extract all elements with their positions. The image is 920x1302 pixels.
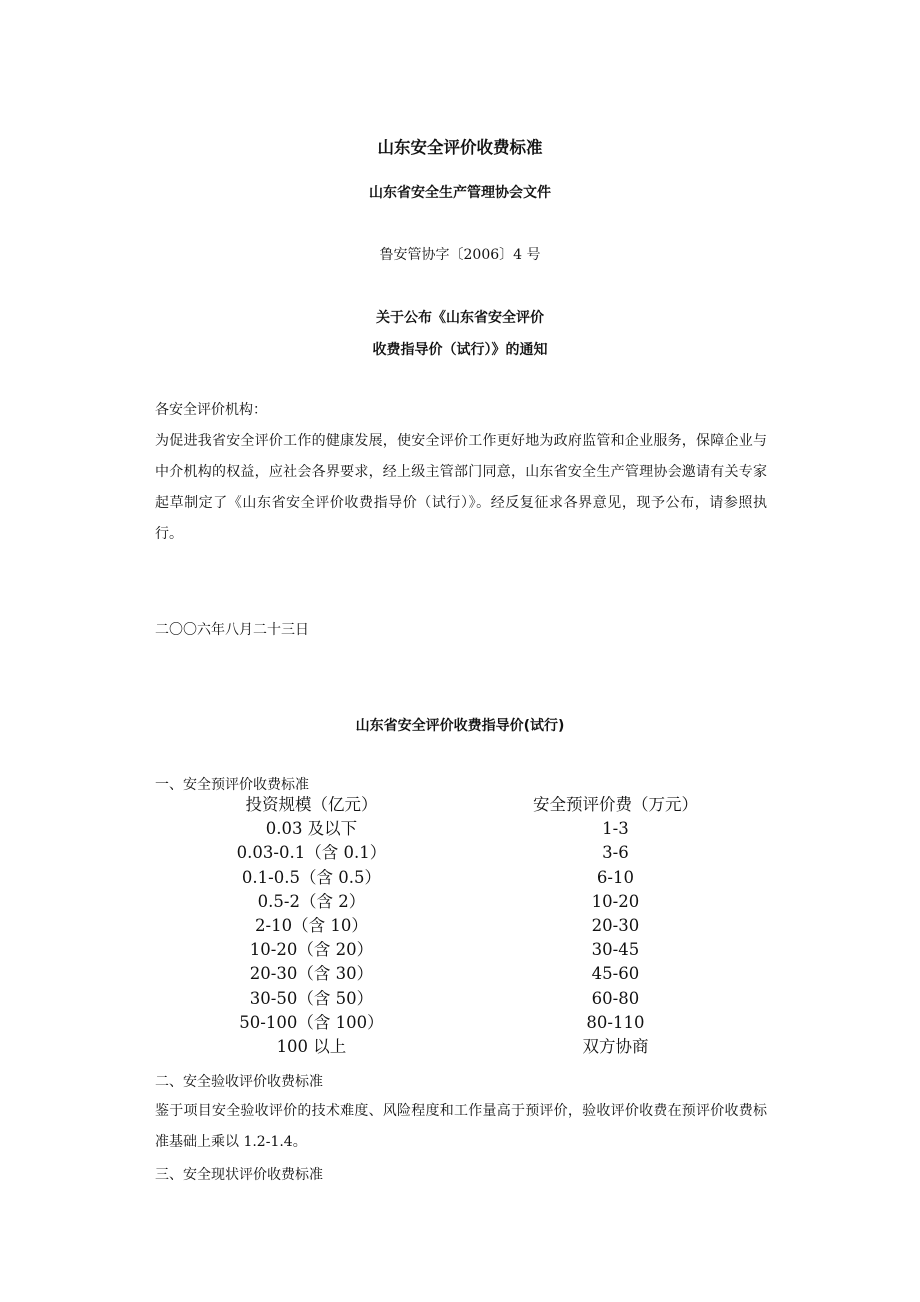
fee-cell: 3-6: [602, 843, 629, 863]
table-row: [155, 987, 767, 1011]
investment-cell: 0.1-0.5（含 0.5）: [241, 867, 381, 887]
table-row: [155, 1035, 767, 1059]
table-header: [155, 793, 767, 817]
fee-table: [155, 793, 767, 1059]
part3-heading: 三、安全现状评价收费标准: [155, 1167, 323, 1183]
fee-cell: 80-110: [586, 1012, 645, 1032]
table-row: [155, 914, 767, 938]
date: 二〇〇六年八月二十三日: [155, 622, 309, 638]
fee-cell: 双方协商: [582, 1036, 649, 1056]
investment-cell: 20-30（含 30）: [249, 964, 374, 984]
salutation: 各安全评价机构：: [155, 402, 267, 418]
investment-cell: 0.5-2（含 2）: [257, 891, 366, 911]
investment-cell: 0.03 及以下: [265, 819, 358, 839]
part2-text: 鉴于项目安全验收评价的技术难度、风险程度和工作量高于预评价，验收评价收费在预评价收费标准基础上乘以 1.2-1.4。: [155, 1103, 767, 1150]
part2-heading: 二、安全验收评价收费标准: [155, 1074, 323, 1090]
part1-heading: 一、安全预评价收费标准: [155, 777, 309, 793]
table-row: [155, 817, 767, 841]
table-row: [155, 962, 767, 986]
fee-cell: 45-60: [591, 964, 640, 984]
notice-title-line-1: 关于公布《山东省安全评价: [376, 310, 544, 326]
fee-cell: 20-30: [591, 915, 640, 935]
table-row: [155, 938, 767, 962]
document-title: 山东安全评价收费标准: [377, 138, 543, 157]
notice-title-line-2: 收费指导价（试行）》的通知: [372, 342, 548, 358]
investment-cell: 10-20（含 20）: [249, 940, 374, 960]
investment-cell: 50-100（含 100）: [239, 1012, 384, 1032]
fee-cell: 60-80: [591, 988, 640, 1008]
section-title: 山东省安全评价收费指导价(试行): [355, 718, 565, 734]
fee-cell: 1-3: [602, 819, 629, 839]
fee-cell: 6-10: [596, 867, 634, 887]
investment-cell: 30-50（含 50）: [249, 988, 374, 1008]
issuer: 山东省安全生产管理协会文件: [369, 185, 551, 201]
investment-cell: 0.03-0.1（含 0.1）: [236, 843, 387, 863]
header-fee: 安全预评价费（万元）: [532, 795, 698, 814]
table-row: [155, 866, 767, 890]
investment-cell: 2-10（含 10）: [255, 915, 368, 935]
table-row: [155, 890, 767, 914]
table-row: [155, 841, 767, 865]
header-investment: 投资规模（亿元）: [245, 795, 378, 814]
investment-cell: 100 以上: [276, 1036, 347, 1056]
fee-cell: 30-45: [591, 940, 640, 960]
notice-body: 为促进我省安全评价工作的健康发展，使安全评价工作更好地为政府监管和企业服务，保障企业与中介机构的权益，应社会各界要求，经上级主管部门同意，山东省安全生产管理协会邀请有关专家起草制定了《山东省安全评价收费指导价（试行）》。经反复征求各界意见，现予公布，请参照执行。: [155, 433, 767, 542]
fee-cell: 10-20: [591, 891, 640, 911]
doc-number: 鲁安管协字〔2006〕4 号: [379, 247, 541, 263]
table-row: [155, 1011, 767, 1035]
